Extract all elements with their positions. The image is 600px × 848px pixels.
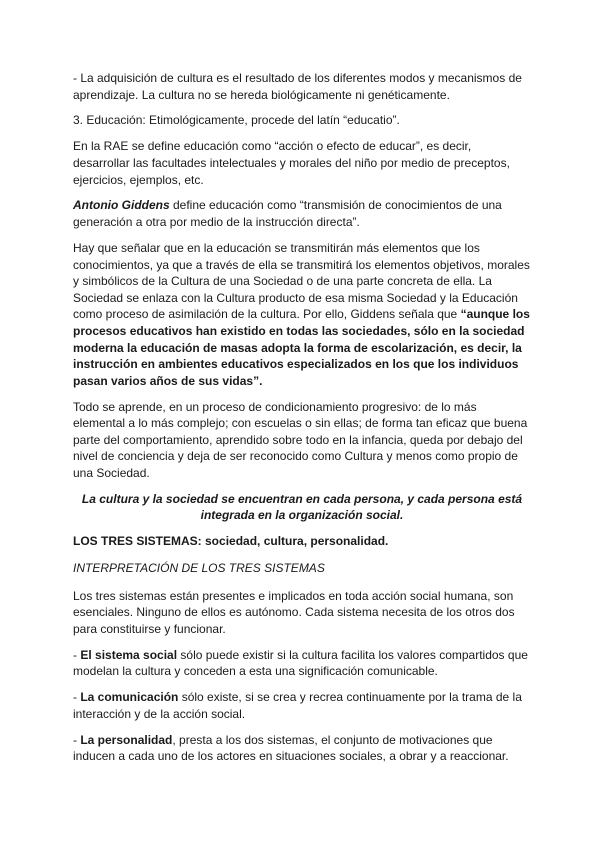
personality-text: , presta a los dos sistemas, el conjunto de motivaciones que inducen a cada uno de los actores en situaciones sociales, a obrar y a reaccionar. <box>73 732 509 764</box>
term-personality: La personalidad <box>80 732 173 747</box>
heading-interpretation: INTERPRETACIÓN DE LOS TRES SISTEMAS <box>73 560 325 575</box>
giddens-quote: “aunque los procesos educativos han existido en todas las sociedades, sólo en la sociedad moderna la educación de masas adopta la forma de escolarización, es decir, la instrucción en ambientes educativos especializados en los que los individuos pasan varios años de sus vidas”. <box>73 307 530 388</box>
term-communication: La comunicación <box>80 690 179 705</box>
paragraph-education-transmission <box>73 240 531 389</box>
paragraph-culture-acquisition: - La adquisición de cultura es el resultado de los diferentes modos y mecanismos de aprendizaje. La cultura no se hereda biológicamente ni genéticamente. <box>73 71 522 102</box>
paragraph-personality <box>73 732 531 765</box>
paragraph-learning-process: Todo se aprende, en un proceso de condicionamiento progresivo: de lo más elemental a lo más complejo; con escuelas o sin ellas; de forma tan eficaz que buena parte del comportamiento, aprendido sobre todo en la infancia, queda por debajo del nivel de conciencia y deja de ser reconocido como Cultura y menos como propio de una Sociedad. <box>73 399 528 480</box>
paragraph-social-system <box>73 647 531 680</box>
giddens-definition-text: define educación como “transmisión de conocimientos de una generación a otra por medio de la instrucción directa”. <box>73 198 502 230</box>
communication-text: sólo existe, si se crea y recrea continuamente por la trama de la interacción y de la acción social. <box>73 690 522 721</box>
author-name: Antonio Giddens <box>73 198 170 213</box>
heading-three-systems: LOS TRES SISTEMAS: sociedad, cultura, personalidad. <box>73 534 389 549</box>
transmission-text: Hay que señalar que en la educación se transmitirán más elementos que los conocimientos, ya que a través de ella se transmitirá los elementos objetivos, morales y simbólicos de la Cultura de una Sociedad o de una parte concreta de ella. La Sociedad se enlaza con la Cultura producto de esa misma Sociedad y la Educación como proceso de asimilación de la cultura. Por ello, Giddens señala que <box>73 240 530 322</box>
paragraph-education-etymology: 3. Educación: Etimológicamente, procede del latín “educatio”. <box>73 113 400 128</box>
dash: - <box>73 647 81 662</box>
paragraph-three-systems: Los tres sistemas están presentes e implicados en toda acción social humana, son esenciales. Ninguno de ellos es autónomo. Cada sistema necesita de los otros dos para constituirse y funcionar. <box>73 588 515 636</box>
paragraph-communication <box>73 689 531 722</box>
social-system-text: sólo puede existir si la cultura facilita los valores compartidos que modelan la cultura y conceden a esta una significación comunicable. <box>73 647 528 679</box>
paragraph-giddens-definition <box>73 197 531 230</box>
centered-statement: La cultura y la sociedad se encuentran en cada persona, y cada persona está integrada en la organización social. <box>81 491 523 523</box>
dash: - <box>73 690 81 705</box>
paragraph-rae-definition: En la RAE se define educación como “acción o efecto de educar”, es decir, desarrollar las facultades intelectuales y morales del niño por medio de preceptos, ejercicios, ejemplos, etc. <box>73 139 510 187</box>
dash: - <box>73 732 81 747</box>
term-social-system: El sistema social <box>80 647 178 662</box>
document-page <box>73 70 531 774</box>
